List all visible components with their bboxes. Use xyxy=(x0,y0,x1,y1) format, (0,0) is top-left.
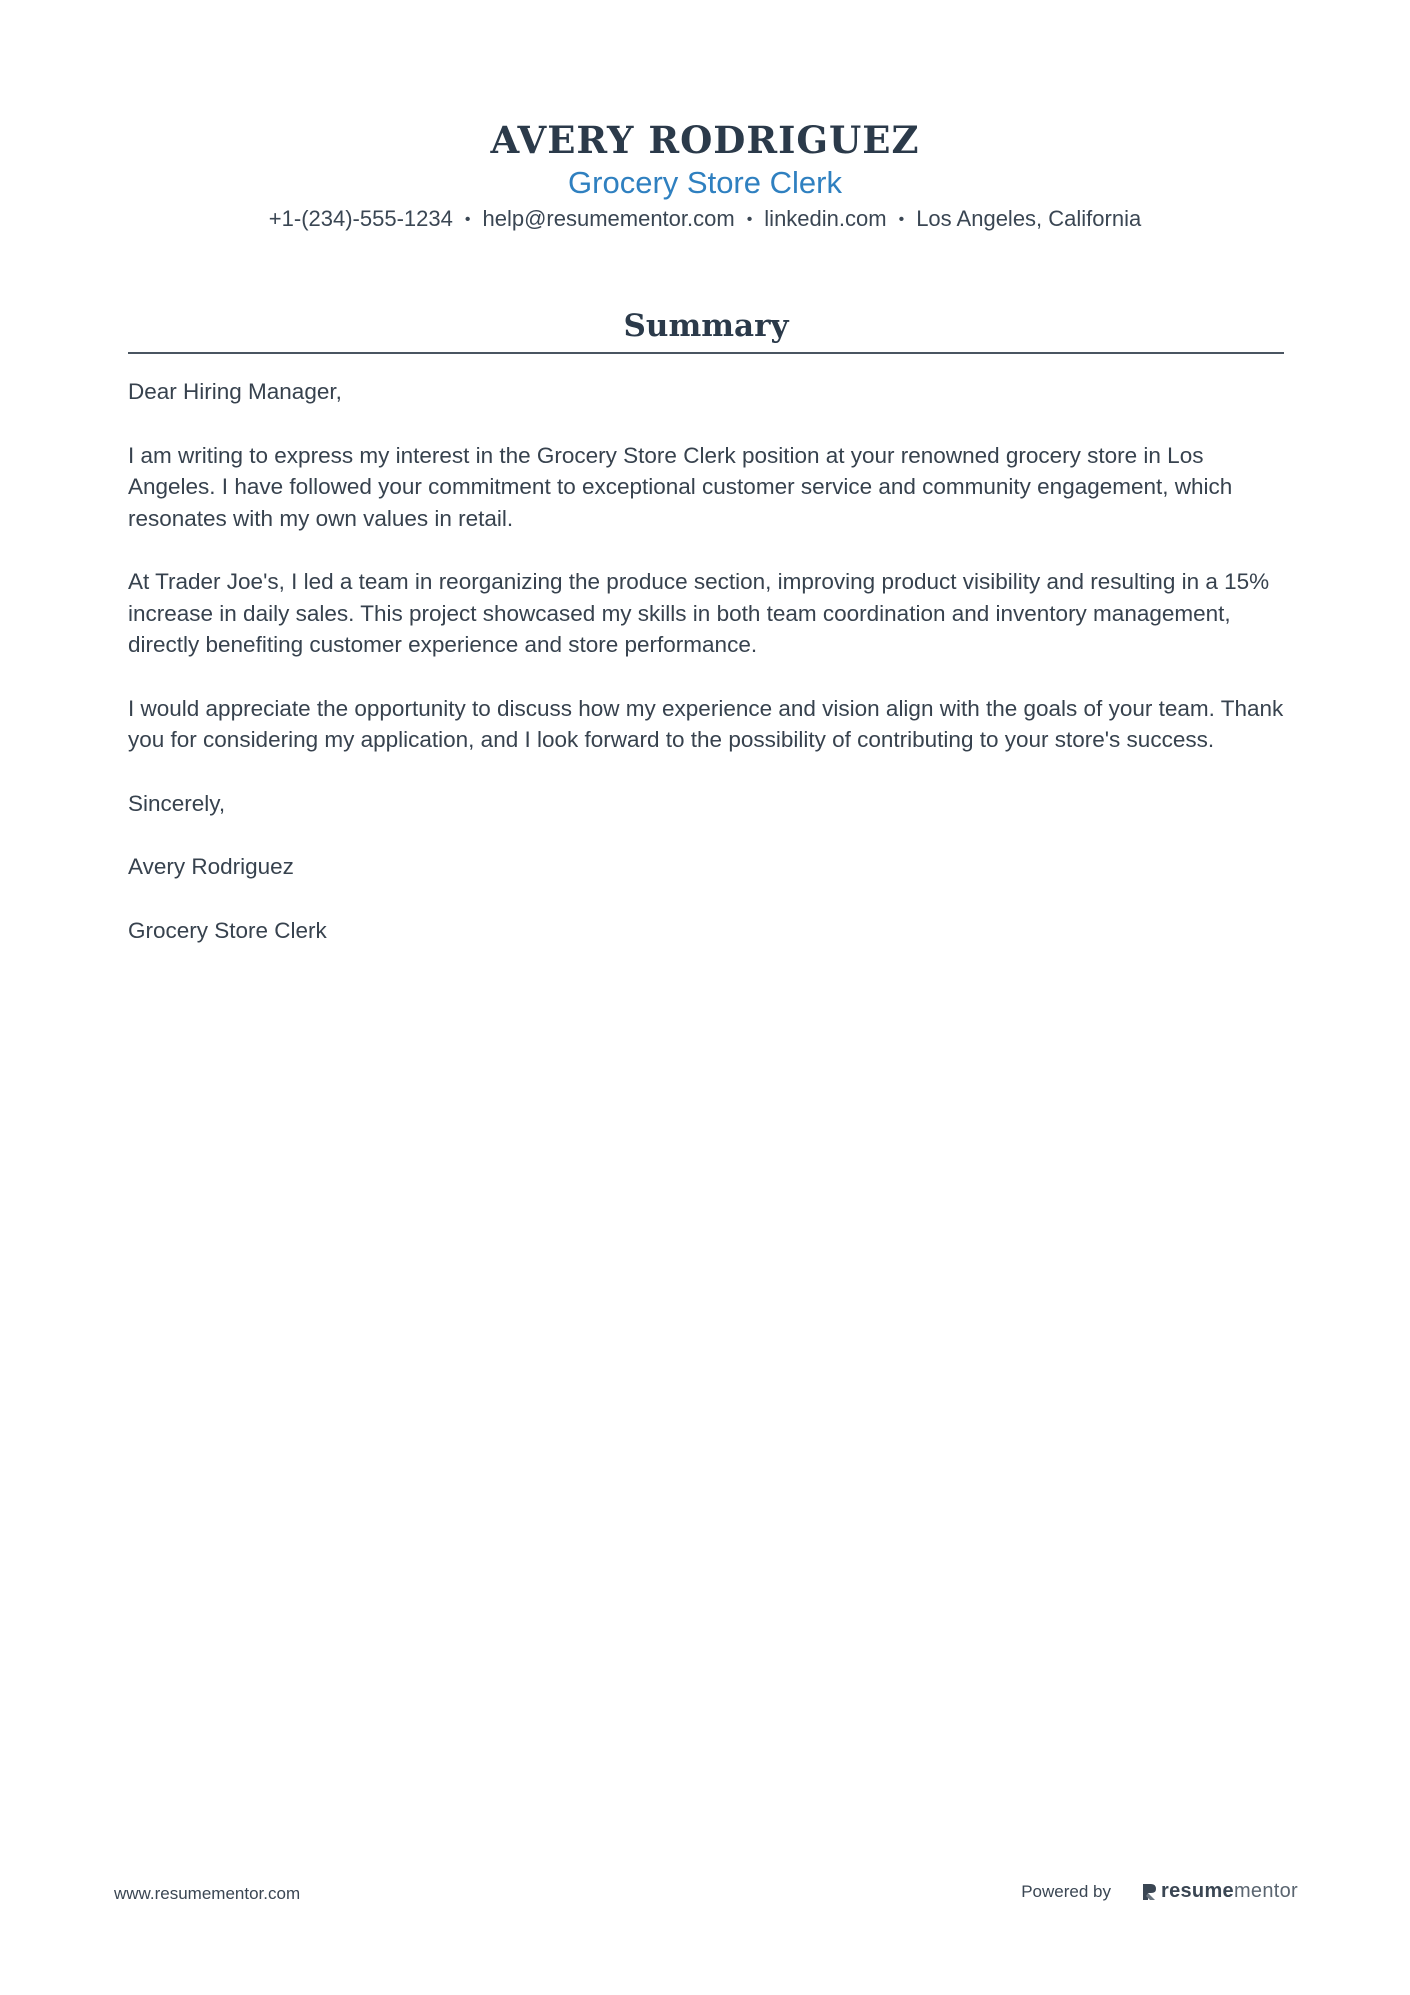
letter-greeting: Dear Hiring Manager, xyxy=(128,379,342,404)
summary-section xyxy=(128,302,1284,978)
section-title: Summary xyxy=(128,302,1284,354)
contact-separator: • xyxy=(746,211,753,228)
letter-closing: Sincerely, xyxy=(128,790,226,816)
footer-branding xyxy=(1021,1880,1298,1903)
letter-header xyxy=(0,116,1410,235)
letter-paragraph: At Trader Joe's, I led a team in reorganizing the produce section, improving product visibility and resulting in a 15% increase in daily sales. This project showcased my skills in both team coordination and inventory management, directly benefiting customer experience and store performance. xyxy=(128,569,1270,657)
contact-linkedin[interactable]: linkedin.com xyxy=(764,206,887,231)
powered-by-label: Powered by xyxy=(1021,1881,1111,1901)
signature-title: Grocery Store Clerk xyxy=(128,917,327,943)
brand-name-light: mentor xyxy=(1233,1880,1298,1902)
brand-link[interactable] xyxy=(1141,1880,1298,1903)
contact-line xyxy=(0,204,1410,235)
letter-body xyxy=(128,376,1284,946)
contact-phone: +1-(234)-555-1234 xyxy=(268,206,453,231)
letter-paragraph: I would appreciate the opportunity to discuss how my experience and vision align with the goals of your team. Thank you for considering my application, and I look forward to the possibility of contributing to your store's success. xyxy=(128,695,1284,752)
applicant-job-title: Grocery Store Clerk xyxy=(568,165,842,200)
contact-separator: • xyxy=(898,211,905,228)
contact-separator: • xyxy=(464,211,471,228)
letter-paragraph: I am writing to express my interest in the Grocery Store Clerk position at your renowned grocery store in Los Angeles. I have followed your commitment to exceptional customer service and community engagement, which resonates with my own values in retail. xyxy=(128,442,1233,531)
contact-location: Los Angeles, California xyxy=(916,206,1142,231)
footer-website[interactable]: www.resumementor.com xyxy=(114,1884,301,1903)
signature-name: Avery Rodriguez xyxy=(128,854,294,879)
resumementor-logo-icon xyxy=(1141,1882,1157,1902)
brand-name-bold: resume xyxy=(1161,1880,1234,1902)
contact-email[interactable]: help@resumementor.com xyxy=(482,206,735,231)
applicant-name: AVERY RODRIGUEZ xyxy=(490,118,920,162)
